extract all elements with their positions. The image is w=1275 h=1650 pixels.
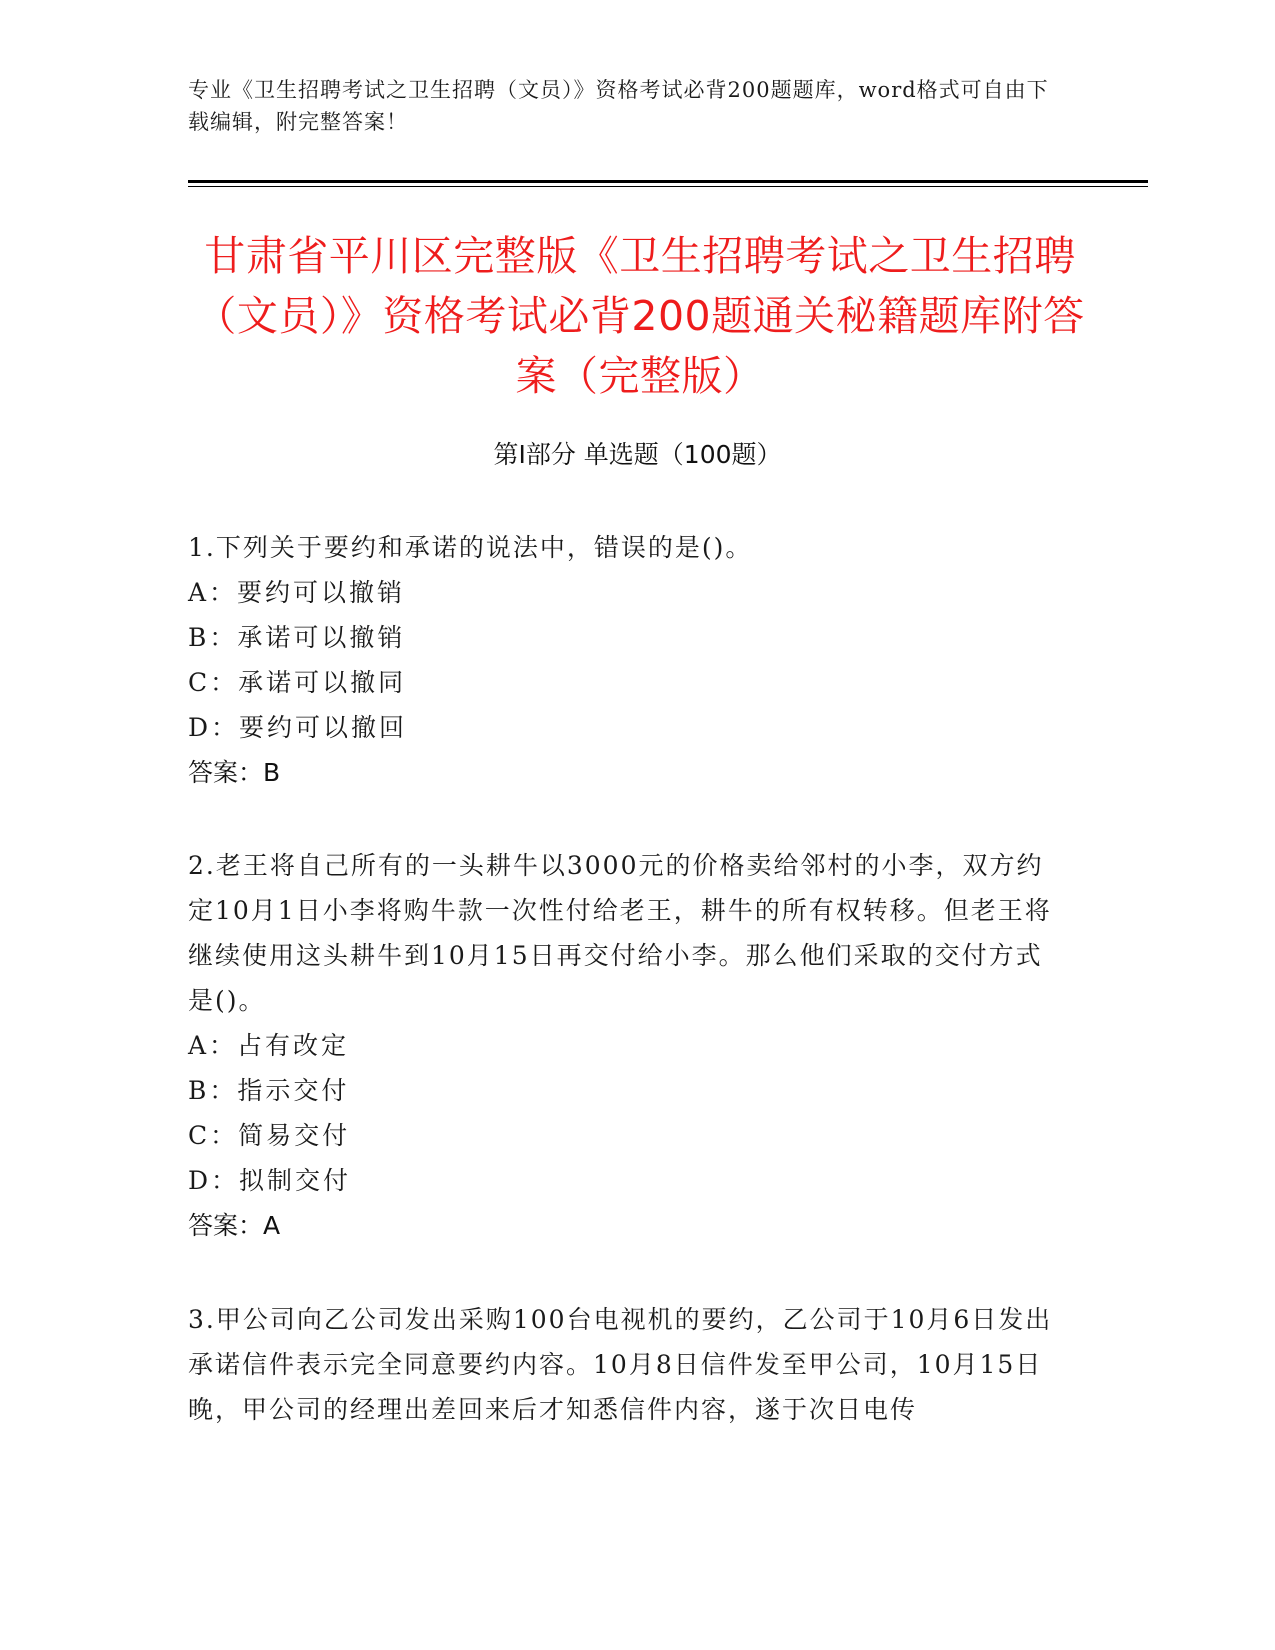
header-divider-thin bbox=[188, 186, 1148, 187]
answer-line: 答案：B bbox=[188, 758, 281, 787]
option-c: C：简易交付 bbox=[188, 1121, 351, 1150]
option-a: A：要约可以撤销 bbox=[188, 578, 406, 607]
question-item bbox=[188, 1297, 1068, 1432]
option-b: B：指示交付 bbox=[188, 1076, 350, 1105]
question-item bbox=[188, 843, 1068, 1248]
question-text: 1.下列关于要约和承诺的说法中，错误的是()。 bbox=[188, 533, 753, 562]
document-title: 甘肃省平川区完整版《卫生招聘考试之卫生招聘（文员）》资格考试必背200题通关秘籍题库附答案（完整版） bbox=[195, 232, 1085, 400]
header-divider-thick bbox=[188, 180, 1148, 183]
option-b: B：承诺可以撤销 bbox=[188, 623, 406, 652]
question-text: 3.甲公司向乙公司发出采购100台电视机的要约，乙公司于10月6日发出承诺信件表示完全同意要约内容。10月8日信件发至甲公司，10月15日晚，甲公司的经理出差回来后才知悉信件内容，遂于次日电传 bbox=[188, 1305, 1053, 1424]
option-a: A：占有改定 bbox=[188, 1031, 350, 1060]
question-text: 2.老王将自己所有的一头耕牛以3000元的价格卖给邻村的小李，双方约定10月1日小李将购牛款一次性付给老王，耕牛的所有权转移。但老王将继续使用这头耕牛到10月15日再交付给小李。那么他们采取的交付方式是()。 bbox=[188, 851, 1052, 1015]
answer-line: 答案：A bbox=[188, 1211, 281, 1240]
header-note: 专业《卫生招聘考试之卫生招聘（文员）》资格考试必背200题题库，word格式可自由下载编辑，附完整答案！ bbox=[188, 78, 1049, 134]
option-d: D：要约可以撤回 bbox=[188, 713, 408, 742]
option-d: D：拟制交付 bbox=[188, 1166, 352, 1195]
option-c: C：承诺可以撤同 bbox=[188, 668, 407, 697]
question-item bbox=[188, 525, 1068, 795]
section-title: 第Ⅰ部分 单选题（100题） bbox=[493, 440, 782, 469]
